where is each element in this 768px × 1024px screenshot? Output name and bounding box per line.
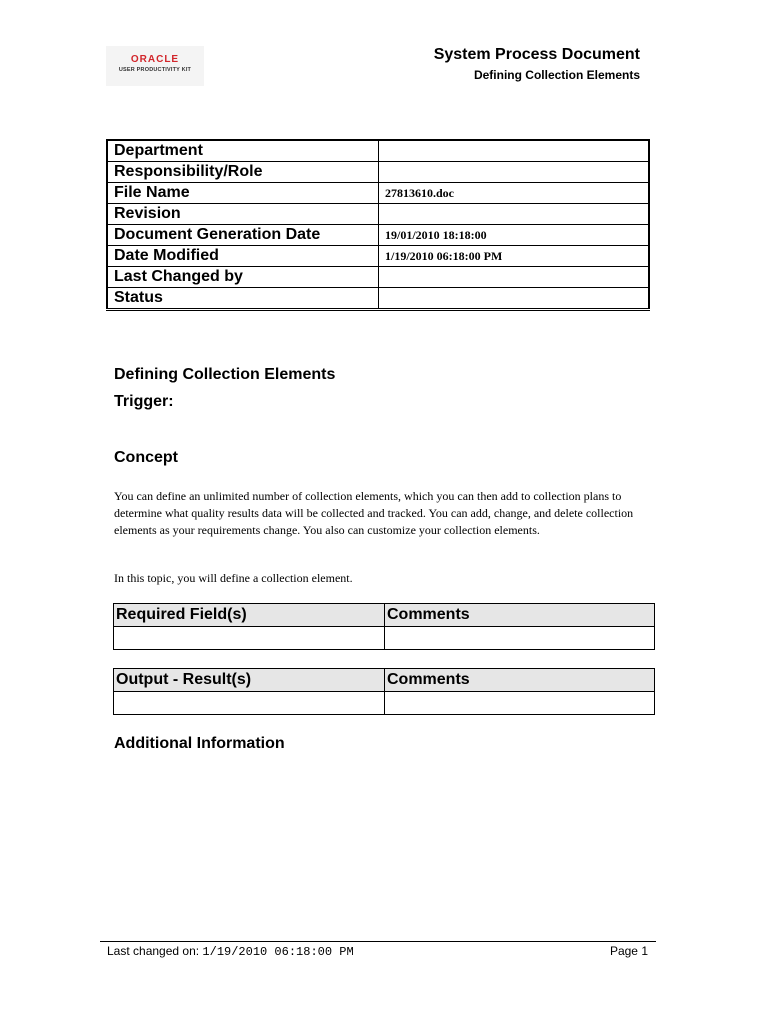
table-row	[107, 204, 649, 225]
meta-label: File Name	[107, 183, 379, 204]
meta-value	[379, 204, 650, 225]
column-header: Output - Result(s)	[114, 669, 385, 692]
page-number: Page 1	[609, 944, 648, 958]
document-type-title: System Process Document	[433, 46, 640, 63]
table-row	[107, 183, 649, 204]
logo-subtitle: USER PRODUCTIVITY KIT	[118, 67, 192, 73]
table-row	[107, 225, 649, 246]
concept-paragraph: You can define an unlimited number of collection elements, which you can then add to collection plans to determine what quality results data will be collected and tracked. You can add, change, and delete collection elements as your requirements change. You also can customize your collection elements.	[114, 489, 634, 537]
document-metadata-table	[106, 139, 650, 311]
meta-value: 19/01/2010 18:18:00	[379, 225, 650, 246]
meta-label: Department	[107, 140, 379, 162]
table-row	[107, 162, 649, 183]
meta-value: 27813610.doc	[379, 183, 650, 204]
meta-value	[379, 267, 650, 288]
table-row	[107, 267, 649, 288]
meta-label: Responsibility/Role	[107, 162, 379, 183]
meta-value	[379, 288, 650, 310]
concept-heading: Concept	[114, 449, 178, 466]
section-title: Defining Collection Elements	[114, 366, 336, 383]
topic-paragraph: In this topic, you will define a collection element.	[114, 571, 353, 585]
table-cell	[385, 692, 655, 715]
table-header-row	[114, 669, 655, 692]
meta-label: Document Generation Date	[107, 225, 379, 246]
table-row	[114, 627, 655, 650]
meta-label: Last Changed by	[107, 267, 379, 288]
oracle-upk-logo	[106, 46, 204, 86]
table-row	[107, 140, 649, 162]
table-header-row	[114, 604, 655, 627]
table-row	[114, 692, 655, 715]
additional-information-heading: Additional Information	[114, 735, 285, 752]
trigger-label: Trigger:	[114, 393, 174, 410]
column-header: Comments	[385, 604, 655, 627]
meta-value	[379, 140, 650, 162]
required-fields-table	[113, 603, 655, 650]
document-subtitle: Defining Collection Elements	[473, 68, 640, 82]
table-row	[107, 288, 649, 310]
column-header: Comments	[385, 669, 655, 692]
table-cell	[114, 627, 385, 650]
table-row	[107, 246, 649, 267]
footer-divider	[100, 941, 656, 942]
table-cell	[114, 692, 385, 715]
meta-label: Revision	[107, 204, 379, 225]
meta-label: Status	[107, 288, 379, 310]
column-header: Required Field(s)	[114, 604, 385, 627]
last-changed-label: Last changed on:	[107, 944, 200, 958]
meta-label: Date Modified	[107, 246, 379, 267]
footer-last-changed	[107, 944, 354, 959]
meta-value: 1/19/2010 06:18:00 PM	[379, 246, 650, 267]
table-cell	[385, 627, 655, 650]
meta-value	[379, 162, 650, 183]
last-changed-value: 1/19/2010 06:18:00 PM	[202, 945, 354, 959]
logo-brand: ORACLE	[130, 54, 180, 65]
output-results-table	[113, 668, 655, 715]
